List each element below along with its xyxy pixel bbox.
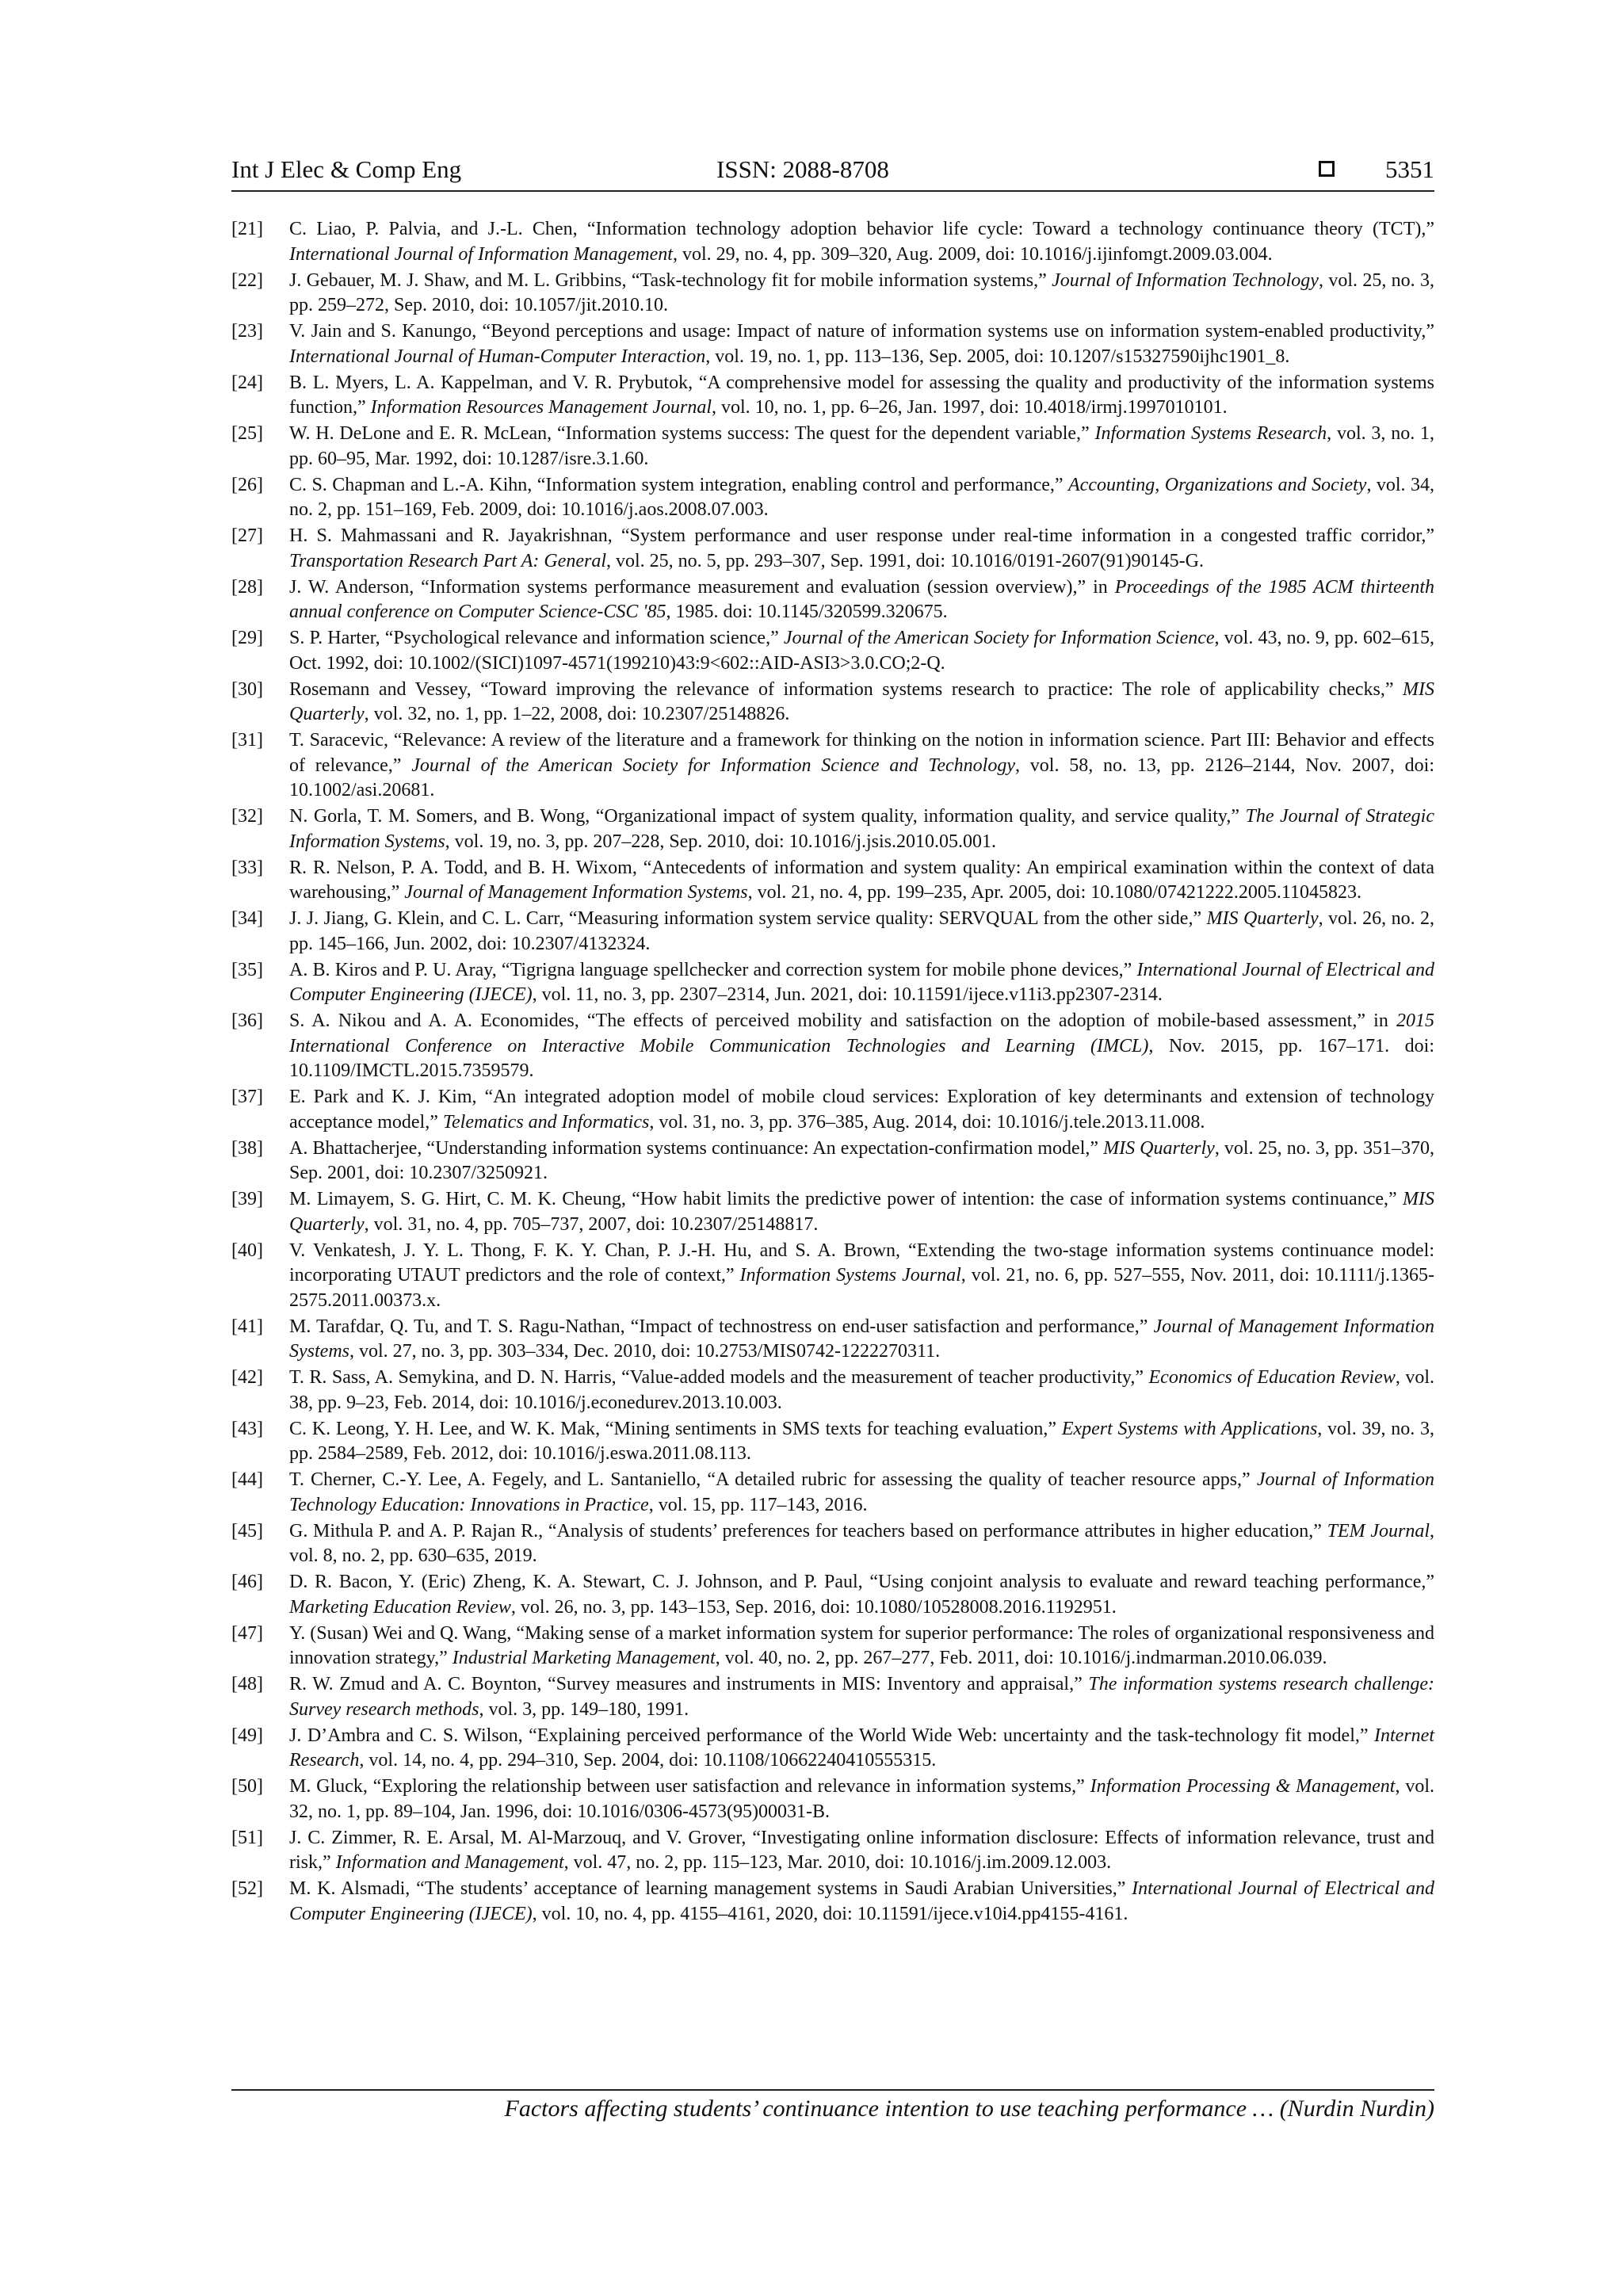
reference-item [231,1417,1434,1467]
reference-text [289,626,1434,676]
reference-venue: Journal of Management Information Systems [404,882,748,903]
reference-item [231,1724,1434,1774]
journal-name: Int J Elec & Comp Eng [231,155,462,183]
reference-details: , vol. 32, no. 1, pp. 89–104, Jan. 1996, doi: 10.1016/0306-4573(95)00031-B. [289,1776,1434,1822]
reference-venue: Expert Systems with Applications [1061,1418,1318,1439]
reference-text [289,1315,1434,1365]
reference-details: , vol. 38, pp. 9–23, Feb. 2014, doi: 10.1016/j.econedurev.2013.10.003. [289,1367,1435,1413]
reference-item [231,728,1434,804]
reference-venue: Information Systems Journal [739,1265,961,1286]
reference-item [231,856,1434,906]
reference-number: [39] [231,1189,263,1209]
reference-text [289,319,1434,369]
reference-details: , vol. 21, no. 4, pp. 199–235, Apr. 2005, doi: 10.1080/07421222.2005.11045823. [747,882,1362,903]
reference-number: [49] [231,1725,263,1746]
reference-venue: MIS Quarterly [1206,908,1319,929]
reference-details: , vol. 11, no. 3, pp. 2307–2314, Jun. 2021, doi: 10.11591/ijece.v11i3.pp2307-2314. [532,984,1163,1005]
reference-venue: Internet Research [289,1725,1434,1771]
reference-authors-title: V. Jain and S. Kanungo, “Beyond perceptions and usage: Impact of nature of information systems use on information system-enabled productivity,” [289,321,1434,342]
reference-number: [28] [231,576,263,598]
reference-authors-title: J. J. Jiang, G. Klein, and C. L. Carr, “Measuring information system service quality: SERVQUAL from the other side,” [289,908,1207,929]
reference-details: , vol. 3, no. 1, pp. 60–95, Mar. 1992, doi: 10.1287/isre.3.1.60. [289,423,1435,469]
running-footer: Factors affecting students’ continuance intention to use teaching performance … (Nurdin Nurdin) [504,2095,1434,2122]
reference-authors-title: C. Liao, P. Palvia, and J.-L. Chen, “Information technology adoption behavior life cycle: Toward a technology continuance theory (TCT),” [289,219,1434,239]
reference-text [289,269,1434,319]
reference-text [289,958,1434,1008]
checkbox-square-icon [1319,161,1335,177]
reference-number: [45] [231,1520,263,1541]
reference-text [289,678,1434,728]
reference-text [289,1877,1434,1927]
reference-number: [30] [231,678,263,700]
reference-number: [25] [231,423,263,444]
reference-text [289,728,1434,804]
reference-authors-title: C. S. Chapman and L.-A. Kihn, “Information system integration, enabling control and performance,” [289,474,1068,495]
reference-text [289,1672,1434,1722]
reference-number: [31] [231,730,263,751]
reference-number: [40] [231,1240,263,1261]
reference-item [231,678,1434,728]
reference-venue: International Journal of Information Management [289,243,673,265]
reference-authors-title: N. Gorla, T. M. Somers, and B. Wong, “Organizational impact of system quality, information quality, and service quality,” [289,806,1246,827]
reference-text [289,1570,1434,1620]
reference-item [231,1085,1434,1135]
reference-details: , vol. 10, no. 1, pp. 6–26, Jan. 1997, doi: 10.4018/irmj.1997010101. [712,397,1228,418]
reference-text [289,1622,1434,1671]
reference-text [289,217,1434,267]
reference-venue: Telematics and Informatics [442,1111,650,1133]
reference-number: [42] [231,1367,263,1388]
reference-details: , vol. 31, no. 4, pp. 705–737, 2007, doi: 10.2307/25148817. [364,1213,819,1235]
reference-number: [23] [231,321,263,342]
reference-authors-title: G. Mithula P. and A. P. Rajan R., “Analysis of students’ preferences for teachers based on performance attributes in higher education,” [289,1520,1327,1541]
reference-details: , vol. 27, no. 3, pp. 303–334, Dec. 2010, doi: 10.2753/MIS0742-1222270311. [349,1341,941,1362]
reference-venue: International Journal of Electrical and Computer Engineering (IJECE) [289,1878,1434,1924]
reference-details: , vol. 8, no. 2, pp. 630–635, 2019. [289,1520,1434,1566]
reference-text [289,1724,1434,1774]
reference-details: , vol. 3, pp. 149–180, 1991. [479,1698,689,1720]
reference-authors-title: S. A. Nikou and A. A. Economides, “The effects of perceived mobility and satisfaction on the adoption of mobile-based assessment,” in [289,1010,1396,1031]
reference-number: [27] [231,525,263,546]
reference-details: , Nov. 2015, pp. 167–171. doi: 10.1109/IMCTL.2015.7359579. [289,1035,1434,1081]
reference-number: [34] [231,908,263,929]
reference-venue: MIS Quarterly [289,678,1434,724]
reference-number: [26] [231,474,263,495]
reference-authors-title: A. Bhattacherjee, “Understanding information systems continuance: An expectation-confirmation model,” [289,1137,1104,1159]
page-footer [231,2089,1434,2122]
reference-authors-title: J. W. Anderson, “Information systems performance measurement and evaluation (session overview),” in [289,576,1115,598]
page-header [231,154,1434,192]
reference-number: [21] [231,219,263,239]
reference-details: , vol. 29, no. 4, pp. 309–320, Aug. 2009, doi: 10.1016/j.ijinfomgt.2009.03.004. [672,243,1273,265]
reference-item [231,422,1434,472]
reference-item [231,804,1434,854]
reference-authors-title: T. Saracevic, “Relevance: A review of the literature and a framework for thinking on the notion in information science. Part III: Behavior and effects of relevance,” [289,730,1434,776]
reference-text [289,1137,1434,1186]
reference-details: , vol. 43, no. 9, pp. 602–615, Oct. 1992, doi: 10.1002/(SICI)1097-4571(199210)43:9<602::AID-ASI3>3.0.CO;2-Q. [289,628,1434,674]
reference-item [231,958,1434,1008]
reference-item [231,1826,1434,1876]
reference-details: , vol. 14, no. 4, pp. 294–310, Sep. 2004, doi: 10.1108/10662240410555315. [359,1750,937,1771]
reference-venue: Journal of Information Technology Education: Innovations in Practice [289,1469,1435,1515]
reference-text [289,856,1434,906]
reference-authors-title: E. Park and K. J. Kim, “An integrated adoption model of mobile cloud services: Exploration of key determinants and extension of technology acceptance model,” [289,1087,1434,1133]
reference-text [289,422,1434,472]
reference-item [231,371,1434,421]
page-number: 5351 [1385,155,1434,183]
reference-venue: Information Resources Management Journal [370,397,712,418]
reference-details: , vol. 39, no. 3, pp. 2584–2589, Feb. 2012, doi: 10.1016/j.eswa.2011.08.113. [289,1418,1434,1464]
reference-text [289,1366,1434,1415]
reference-authors-title: D. R. Bacon, Y. (Eric) Zheng, K. A. Stewart, C. J. Johnson, and P. Paul, “Using conjoint analysis to evaluate and reward teaching performance,” [289,1572,1434,1592]
reference-number: [41] [231,1316,263,1337]
reference-item [231,1570,1434,1620]
reference-item [231,626,1434,676]
reference-venue: Journal of Management Information Systems [289,1316,1434,1362]
reference-item [231,319,1434,369]
reference-item [231,1519,1434,1569]
reference-venue: Accounting, Organizations and Society [1068,474,1367,495]
reference-details: , vol. 32, no. 1, pp. 1–22, 2008, doi: 10.2307/25148826. [364,704,790,724]
reference-venue: Journal of the American Society for Information Science and Technology [411,755,1015,776]
reference-number: [48] [231,1674,263,1694]
reference-item [231,1672,1434,1722]
reference-text [289,1085,1434,1135]
reference-authors-title: M. K. Alsmadi, “The students’ acceptance of learning management systems in Saudi Arabian Universities,” [289,1878,1132,1899]
reference-number: [29] [231,628,263,648]
reference-number: [38] [231,1137,263,1159]
reference-item [231,1239,1434,1314]
reference-number: [52] [231,1878,263,1899]
reference-text [289,1417,1434,1467]
reference-authors-title: T. Cherner, C.-Y. Lee, A. Fegely, and L. Santaniello, “A detailed rubric for assessing the quality of teacher resource apps,” [289,1469,1257,1490]
reference-venue: MIS Quarterly [289,1189,1434,1235]
reference-item [231,269,1434,319]
reference-number: [37] [231,1087,263,1107]
reference-number: [22] [231,269,263,291]
reference-item [231,1315,1434,1365]
reference-venue: International Journal of Human-Computer Interaction [289,346,706,367]
reference-venue: Transportation Research Part A: General [289,550,606,571]
reference-authors-title: J. C. Zimmer, R. E. Arsal, M. Al-Marzouq, and V. Grover, “Investigating online information disclosure: Effects of information relevance, trust and risk,” [289,1827,1434,1873]
reference-text [289,1187,1434,1237]
reference-authors-title: A. B. Kiros and P. U. Aray, “Tigrigna language spellchecker and correction system for mobile phone devices,” [289,959,1137,980]
reference-text [289,804,1434,854]
reference-text [289,1826,1434,1876]
reference-venue: The information systems research challenge: Survey research methods [289,1674,1434,1720]
reference-details: , vol. 19, no. 1, pp. 113–136, Sep. 2005, doi: 10.1207/s15327590ijhc1901_8. [705,346,1290,367]
reference-venue: The Journal of Strategic Information Systems [289,806,1434,852]
reference-authors-title: R. R. Nelson, P. A. Todd, and B. H. Wixom, “Antecedents of information and system quality: An empirical examination within the context of data warehousing,” [289,857,1434,903]
reference-venue: Information Processing & Management [1090,1776,1396,1797]
reference-authors-title: J. D’Ambra and C. S. Wilson, “Explaining perceived performance of the World Wide Web: uncertainty and the task-technology fit model,” [289,1725,1375,1746]
reference-number: [46] [231,1572,263,1592]
reference-item [231,1468,1434,1518]
reference-details: , vol. 26, no. 2, pp. 145–166, Jun. 2002, doi: 10.2307/4132324. [289,908,1435,954]
reference-details: , vol. 31, no. 3, pp. 376–385, Aug. 2014, doi: 10.1016/j.tele.2013.11.008. [649,1111,1205,1133]
reference-venue: MIS Quarterly [1103,1137,1215,1159]
reference-text [289,1009,1434,1084]
reference-authors-title: M. Limayem, S. G. Hirt, C. M. K. Cheung, “How habit limits the predictive power of intention: the case of information systems continuance,” [289,1189,1403,1209]
reference-authors-title: Y. (Susan) Wei and Q. Wang, “Making sense of a market information system for superior performance: The roles of organizational responsiveness and innovation strategy,” [289,1622,1434,1668]
reference-text [289,1775,1434,1824]
reference-item [231,575,1434,625]
reference-details: , vol. 26, no. 3, pp. 143–153, Sep. 2016, doi: 10.1080/10528008.2016.1192951. [510,1596,1117,1618]
reference-item [231,1877,1434,1927]
reference-venue: Proceedings of the 1985 ACM thirteenth annual conference on Computer Science-CSC '85 [289,576,1434,622]
reference-text [289,907,1434,957]
reference-authors-title: H. S. Mahmassani and R. Jayakrishnan, “System performance and user response under real-time information in a congested traffic corridor,” [289,525,1434,546]
reference-text [289,575,1434,625]
reference-number: [51] [231,1827,263,1848]
reference-item [231,907,1434,957]
reference-number: [47] [231,1622,263,1644]
reference-details: , vol. 10, no. 4, pp. 4155–4161, 2020, doi: 10.11591/ijece.v10i4.pp4155-4161. [532,1903,1128,1924]
reference-venue: Marketing Education Review [289,1596,511,1618]
reference-number: [24] [231,372,263,393]
reference-authors-title: R. W. Zmud and A. C. Boynton, “Survey measures and instruments in MIS: Inventory and appraisal,” [289,1674,1089,1694]
reference-text [289,524,1434,574]
reference-text [289,1468,1434,1518]
reference-text [289,473,1434,523]
reference-venue: International Journal of Electrical and Computer Engineering (IJECE) [289,959,1434,1005]
reference-item [231,524,1434,574]
reference-venue: 2015 International Conference on Interactive Mobile Communication Technologies and Learning (IMCL) [289,1010,1434,1056]
reference-number: [33] [231,857,263,878]
reference-item [231,217,1434,267]
reference-text [289,1519,1434,1569]
issn: ISSN: 2088-8708 [716,155,889,183]
reference-venue: Journal of Information Technology [1052,269,1319,291]
reference-venue: Industrial Marketing Management [452,1648,716,1668]
reference-item [231,1366,1434,1415]
reference-authors-title: S. P. Harter, “Psychological relevance and information science,” [289,628,784,648]
reference-venue: Journal of the American Society for Information Science [783,628,1215,648]
reference-details: , vol. 58, no. 13, pp. 2126–2144, Nov. 2007, doi: 10.1002/asi.20681. [289,755,1434,800]
reference-authors-title: C. K. Leong, Y. H. Lee, and W. K. Mak, “Mining sentiments in SMS texts for teaching evaluation,” [289,1418,1062,1439]
reference-details: , vol. 19, no. 3, pp. 207–228, Sep. 2010, doi: 10.1016/j.jsis.2010.05.001. [445,831,997,852]
reference-venue: Economics of Education Review [1148,1367,1396,1388]
reference-authors-title: Rosemann and Vessey, “Toward improving the relevance of information systems research to practice: The role of applicability checks,” [289,678,1403,700]
reference-item [231,1009,1434,1084]
reference-authors-title: V. Venkatesh, J. Y. L. Thong, F. K. Y. Chan, P. J.-H. Hu, and S. A. Brown, “Extending the two-stage information systems continuance model: incorporating UTAUT predictors and the role of context,” [289,1240,1434,1286]
reference-number: [35] [231,959,263,980]
reference-item [231,1137,1434,1186]
reference-item [231,1775,1434,1824]
reference-details: , vol. 25, no. 5, pp. 293–307, Sep. 1991, doi: 10.1016/0191-2607(91)90145-G. [605,550,1204,571]
reference-authors-title: B. L. Myers, L. A. Kappelman, and V. R. Prybutok, “A comprehensive model for assessing the quality and productivity of the information systems function,” [289,372,1434,418]
reference-number: [36] [231,1010,263,1031]
reference-item [231,473,1434,523]
reference-number: [32] [231,806,263,827]
reference-details: , vol. 34, no. 2, pp. 151–169, Feb. 2009, doi: 10.1016/j.aos.2008.07.003. [289,474,1435,520]
reference-details: , vol. 25, no. 3, pp. 259–272, Sep. 2010, doi: 10.1057/jit.2010.10. [289,269,1435,315]
reference-details: , vol. 47, no. 2, pp. 115–123, Mar. 2010, doi: 10.1016/j.im.2009.12.003. [563,1852,1112,1873]
reference-number: [43] [231,1418,263,1439]
reference-details: , vol. 25, no. 3, pp. 351–370, Sep. 2001, doi: 10.2307/3250921. [289,1137,1435,1183]
reference-item [231,1622,1434,1671]
reference-text [289,371,1434,421]
reference-details: , 1985. doi: 10.1145/320599.320675. [666,602,948,622]
reference-authors-title: M. Gluck, “Exploring the relationship between user satisfaction and relevance in information systems,” [289,1776,1090,1797]
reference-venue: Information and Management [335,1852,564,1873]
reference-authors-title: T. R. Sass, A. Semykina, and D. N. Harris, “Value-added models and the measurement of teacher productivity,” [289,1367,1149,1388]
reference-text [289,1239,1434,1314]
reference-list [231,217,1434,1928]
reference-venue: Information Systems Research [1094,423,1327,444]
reference-item [231,1187,1434,1237]
reference-authors-title: M. Tarafdar, Q. Tu, and T. S. Ragu-Nathan, “Impact of technostress on end-user satisfaction and performance,” [289,1316,1154,1337]
reference-venue: TEM Journal [1327,1520,1430,1541]
reference-details: , vol. 15, pp. 117–143, 2016. [648,1494,868,1515]
reference-details: , vol. 21, no. 6, pp. 527–555, Nov. 2011, doi: 10.1111/j.1365-2575.2011.00373.x. [289,1265,1434,1311]
reference-number: [44] [231,1469,263,1490]
reference-number: [50] [231,1776,263,1797]
reference-authors-title: W. H. DeLone and E. R. McLean, “Information systems success: The quest for the dependent variable,” [289,423,1095,444]
reference-authors-title: J. Gebauer, M. J. Shaw, and M. L. Gribbins, “Task-technology fit for mobile information systems,” [289,269,1052,291]
reference-details: , vol. 40, no. 2, pp. 267–277, Feb. 2011, doi: 10.1016/j.indmarman.2010.06.039. [715,1648,1327,1668]
